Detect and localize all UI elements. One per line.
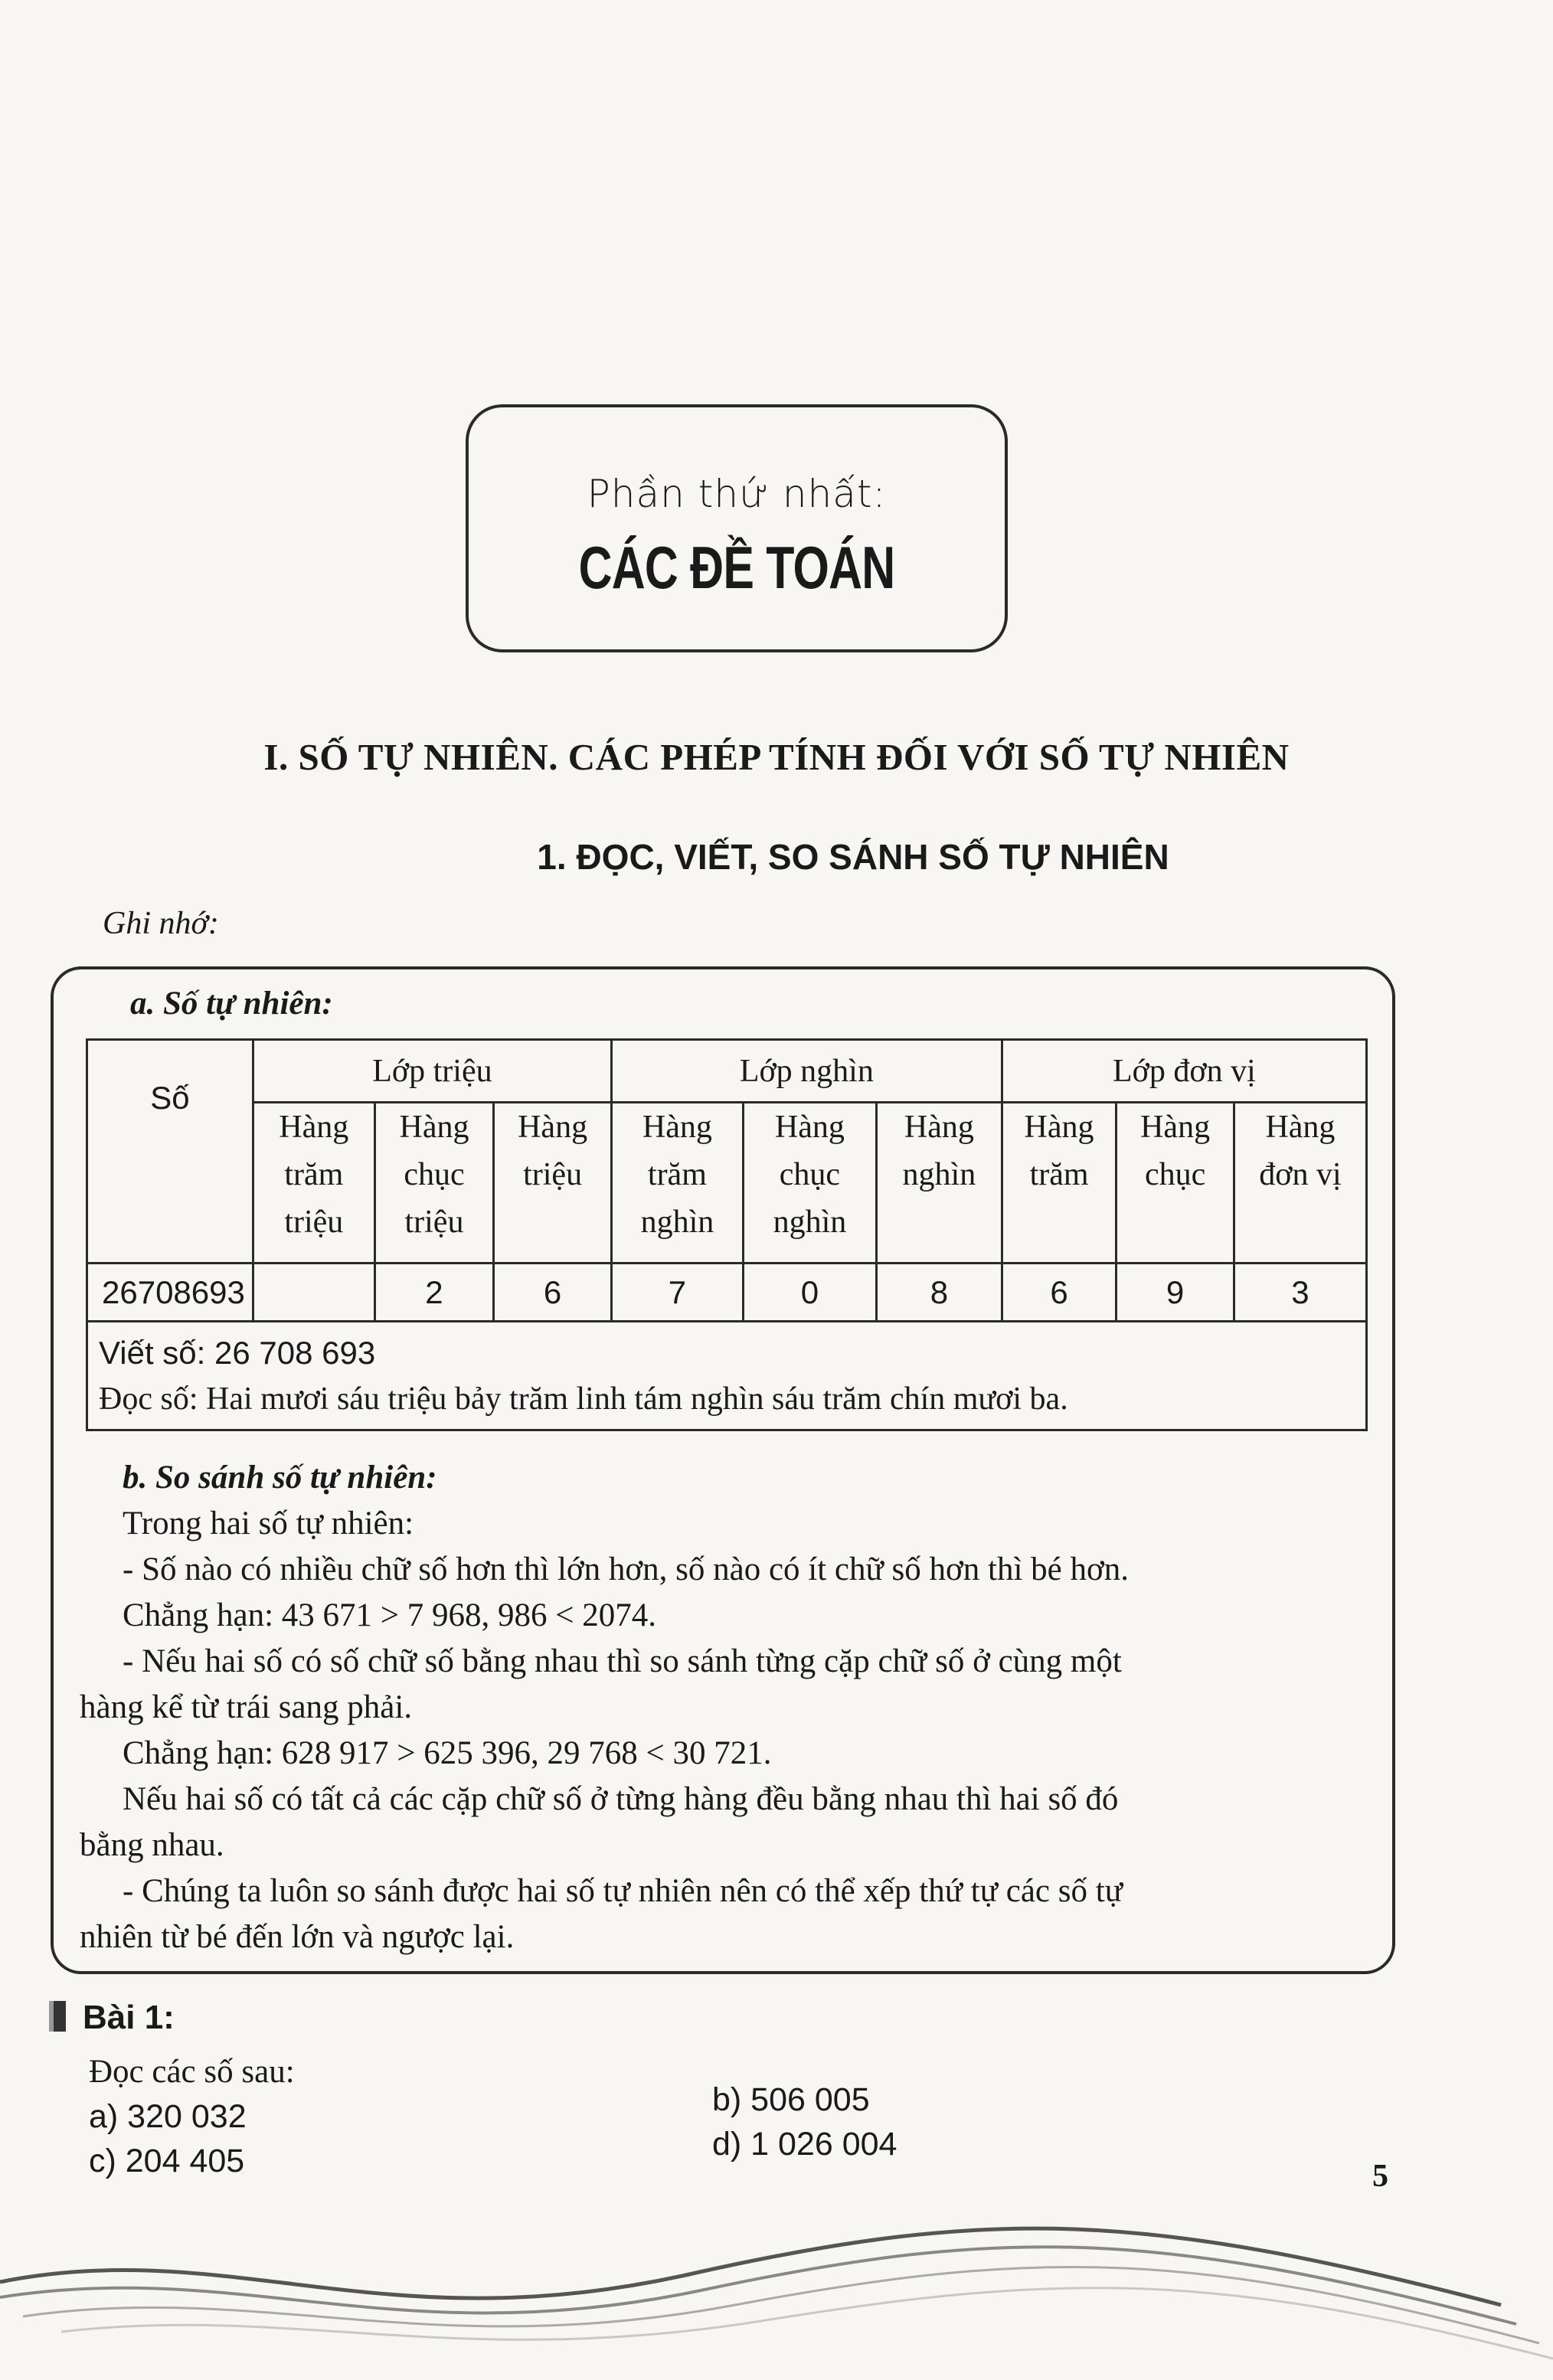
digit-cell: 6	[494, 1264, 612, 1322]
part-subtitle: Phần thứ nhất:	[587, 472, 887, 516]
rule-line: nhiên từ bé đến lớn và ngược lại.	[80, 1919, 515, 1955]
exercise-item: b) 506 005	[712, 2081, 870, 2118]
class-header: Lớp đơn vị	[1002, 1040, 1366, 1103]
digit-cell: 0	[743, 1264, 876, 1322]
rule-line: bằng nhau.	[80, 1827, 224, 1863]
exercise-item: d) 1 026 004	[712, 2126, 897, 2163]
place-header: Hàng chục triệu	[374, 1103, 494, 1264]
digit-cell: 3	[1234, 1264, 1366, 1322]
example-number: 26708693	[87, 1264, 253, 1322]
decorative-waves	[0, 2190, 1553, 2374]
exercise-prompt: Đọc các số sau:	[89, 2054, 295, 2090]
place-header: Hàng trăm nghìn	[611, 1103, 743, 1264]
place-header: Hàng nghìn	[876, 1103, 1002, 1264]
number-header: Số	[87, 1040, 253, 1264]
number-reading: Đọc số: Hai mươi sáu triệu bảy trăm linh tám nghìn sáu trăm chín mươi ba.	[99, 1381, 1068, 1417]
exercise-item: a) 320 032	[89, 2098, 247, 2135]
section-b-title: b. So sánh số tự nhiên:	[123, 1460, 437, 1496]
written-number: Viết số: 26 708 693	[99, 1334, 376, 1371]
digit-cell: 7	[611, 1264, 743, 1322]
part-title-box	[466, 404, 1008, 652]
section-a-title: a. Số tự nhiên:	[130, 986, 333, 1022]
digit-cell: 8	[876, 1264, 1002, 1322]
rule-line: Nếu hai số có tất cả các cặp chữ số ở từng hàng đều bằng nhau thì hai số đó	[123, 1781, 1119, 1817]
rule-line: Chẳng hạn: 43 671 > 7 968, 986 < 2074.	[123, 1597, 657, 1633]
rule-line: - Chúng ta luôn so sánh được hai số tự nhiên nên có thể xếp thứ tự các số tự	[123, 1873, 1123, 1909]
place-header: Hàng đơn vị	[1234, 1103, 1366, 1264]
digit-cell: 9	[1117, 1264, 1234, 1322]
class-header: Lớp triệu	[253, 1040, 611, 1103]
exercise-heading	[49, 1999, 175, 2037]
exercise-title: Bài 1:	[83, 1999, 175, 2036]
exercise-marker-icon	[49, 2001, 66, 2032]
section-heading: I. SỐ TỰ NHIÊN. CÁC PHÉP TÍNH ĐỐI VỚI SỐ TỰ NHIÊN	[263, 736, 1290, 778]
rule-line: - Số nào có nhiều chữ số hơn thì lớn hơn, số nào có ít chữ số hơn thì bé hơn.	[123, 1551, 1129, 1587]
digit-cell: 6	[1002, 1264, 1117, 1322]
place-header: Hàng trăm triệu	[253, 1103, 374, 1264]
number-notes	[87, 1322, 1367, 1430]
rule-line: Chẳng hạn: 628 917 > 625 396, 29 768 < 30 721.	[123, 1735, 772, 1771]
rule-line: hàng kể từ trái sang phải.	[80, 1689, 413, 1725]
rule-line: - Nếu hai số có số chữ số bằng nhau thì so sánh từng cặp chữ số ở cùng một	[123, 1643, 1122, 1679]
exercise-item: c) 204 405	[89, 2143, 245, 2179]
sub-heading: 1. ĐỌC, VIẾT, SO SÁNH SỐ TỰ NHIÊN	[537, 837, 1169, 877]
digit-row	[87, 1264, 1367, 1322]
part-title: CÁC ĐỀ TOÁN	[578, 534, 895, 601]
place-header: Hàng chục	[1117, 1103, 1234, 1264]
digit-cell	[253, 1264, 374, 1322]
class-header: Lớp nghìn	[611, 1040, 1002, 1103]
rule-line: Trong hai số tự nhiên:	[123, 1505, 414, 1541]
section-b	[80, 1455, 1378, 1960]
place-header-row	[87, 1103, 1367, 1264]
place-value-table	[86, 1038, 1368, 1431]
page-number: 5	[1372, 2159, 1388, 2194]
place-header: Hàng chục nghìn	[743, 1103, 876, 1264]
memo-label: Ghi nhớ:	[103, 906, 219, 941]
digit-cell: 2	[374, 1264, 494, 1322]
place-header: Hàng trăm	[1002, 1103, 1117, 1264]
place-header: Hàng triệu	[494, 1103, 612, 1264]
